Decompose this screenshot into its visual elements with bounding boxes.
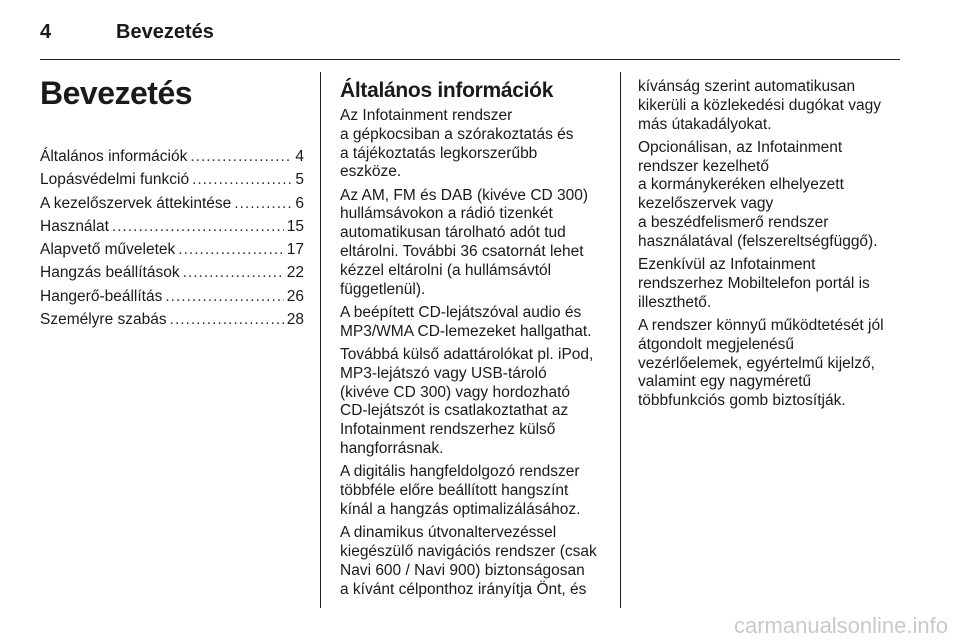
text-line: a kormánykeréken elhelyezett <box>638 176 844 194</box>
text-line: többfunkciós gomb biztosítják. <box>638 392 846 410</box>
toc-leader-dots <box>190 148 292 167</box>
toc-entry[interactable] <box>40 264 304 287</box>
toc-entry-label: Hangerő-beállítás <box>40 287 163 305</box>
column-divider-1 <box>320 72 321 608</box>
paragraph <box>638 139 900 252</box>
text-line: hangforrásnak. <box>340 440 444 458</box>
toc-entry-page: 15 <box>286 217 304 235</box>
toc-leader-dots <box>183 264 284 283</box>
toc-entry[interactable] <box>40 148 304 171</box>
text-line: MP3/WMA CD-lemezeket hallgathat. <box>340 322 592 340</box>
toc-entry[interactable] <box>40 171 304 194</box>
text-line: Az AM, FM és DAB (kivéve CD 300) <box>340 186 589 204</box>
toc-leader-dots <box>178 241 283 260</box>
text-line: rendszer kezelhető <box>638 157 769 175</box>
right-column <box>638 78 900 416</box>
text-line: a beszédfelismerő rendszer <box>638 214 829 232</box>
text-line: vezérlőelemek, egyértelmű kijelző, <box>638 354 875 372</box>
section-title: Általános információk <box>340 79 554 102</box>
paragraph <box>340 187 610 300</box>
text-line: Opcionálisan, az Infotainment <box>638 138 843 156</box>
text-line: automatikusan tárolható adót tud <box>340 224 566 242</box>
right-body-text <box>638 78 900 411</box>
table-of-contents <box>40 148 304 334</box>
toc-entry-label: Lopásvédelmi funkció <box>40 171 190 189</box>
text-line: A beépített CD-lejátszóval audio és <box>340 303 582 321</box>
text-line: többféle előre beállított hangszínt <box>340 482 569 500</box>
watermark: carmanualsonline.info <box>733 613 948 638</box>
toc-entry[interactable] <box>40 311 304 334</box>
text-line: kézzel eltárolni (a hullámsávtól <box>340 261 552 279</box>
text-line: eszköze. <box>340 163 402 181</box>
toc-entry-page: 17 <box>286 241 304 259</box>
toc-entry-label: Hangzás beállítások <box>40 264 180 282</box>
text-line: Infotainment rendszerhez külső <box>340 421 556 439</box>
toc-entry-label: Általános információk <box>40 148 188 165</box>
text-line: hullámsávokon a rádió tizenkét <box>340 205 553 223</box>
paragraph <box>340 304 610 342</box>
text-line: használatával (felszereltségfüggő). <box>638 232 878 250</box>
toc-entry-label: Használat <box>40 217 109 235</box>
middle-body-text <box>340 107 610 599</box>
text-line: (kivéve CD 300) vagy hordozható <box>340 383 571 401</box>
toc-leader-dots <box>234 195 292 214</box>
toc-entry-page: 26 <box>286 287 304 305</box>
page-header <box>40 14 214 50</box>
column-divider-2 <box>620 72 621 608</box>
text-line: eltárolni. További 36 csatornát lehet <box>340 243 584 261</box>
toc-entry-label: Alapvető műveletek <box>40 241 176 259</box>
paragraph <box>340 107 610 182</box>
toc-leader-dots <box>112 218 284 237</box>
text-line: kiegészülő navigációs rendszer (csak <box>340 543 597 561</box>
text-line: más útakadályokat. <box>638 115 772 133</box>
toc-leader-dots <box>170 311 284 330</box>
toc-entry[interactable] <box>40 218 304 241</box>
paragraph <box>340 463 610 519</box>
text-line: kikerüli a közlekedési dugókat vagy <box>638 96 881 114</box>
toc-entry-page: 28 <box>286 311 304 329</box>
toc-leader-dots <box>192 171 292 190</box>
text-line: A dinamikus útvonaltervezéssel <box>340 524 557 542</box>
paragraph <box>638 256 900 312</box>
running-title: Bevezetés <box>116 20 214 43</box>
text-line: valamint egy nagyméretű <box>638 373 812 391</box>
page-number: 4 <box>40 20 52 43</box>
paragraph <box>638 317 900 411</box>
toc-entry-page: 22 <box>286 264 304 282</box>
toc-entry[interactable] <box>40 195 304 218</box>
text-line: kezelőszervek vagy <box>638 195 774 213</box>
toc-entry-page: 4 <box>295 148 304 165</box>
text-line: kívánság szerint automatikusan <box>638 78 856 95</box>
text-line: A digitális hangfeldolgozó rendszer <box>340 463 580 481</box>
toc-entry-label: A kezelőszervek áttekintése <box>40 194 232 212</box>
text-line: Navi 600 / Navi 900) biztonságosan <box>340 561 585 579</box>
toc-entry-page: 6 <box>295 194 304 212</box>
text-line: a kívánt célponthoz irányítja Önt, és <box>340 580 587 598</box>
toc-entry[interactable] <box>40 288 304 311</box>
text-line: függetlenül). <box>340 280 426 298</box>
paragraph <box>340 346 610 459</box>
text-line: Ezenkívül az Infotainment <box>638 256 816 274</box>
left-column <box>40 72 304 334</box>
paragraph <box>638 78 900 134</box>
text-line: kínál a hangzás optimalizálásához. <box>340 500 581 518</box>
toc-entry-page: 5 <box>295 171 304 189</box>
toc-leader-dots <box>165 288 283 307</box>
text-line: MP3-lejátszó vagy USB-tároló <box>340 364 547 382</box>
header-rule <box>40 59 900 60</box>
text-line: rendszerhez Mobiltelefon portál is <box>638 274 870 292</box>
text-line: átgondolt megjelenésű <box>638 335 794 353</box>
toc-entry-label: Személyre szabás <box>40 311 167 329</box>
text-line: Az Infotainment rendszer <box>340 107 513 124</box>
text-line: Továbbá külső adattárolókat pl. iPod, <box>340 346 594 364</box>
chapter-title: Bevezetés <box>40 75 193 111</box>
text-line: A rendszer könnyű működtetését jól <box>638 317 884 335</box>
text-line: a tájékoztatás legkorszerűbb <box>340 144 538 162</box>
toc-entry[interactable] <box>40 241 304 264</box>
text-line: a gépkocsiban a szórakoztatás és <box>340 125 574 143</box>
middle-column <box>340 78 610 604</box>
paragraph <box>340 524 610 599</box>
text-line: illeszthető. <box>638 293 712 311</box>
text-line: CD-lejátszót is csatlakoztathat az <box>340 402 569 420</box>
